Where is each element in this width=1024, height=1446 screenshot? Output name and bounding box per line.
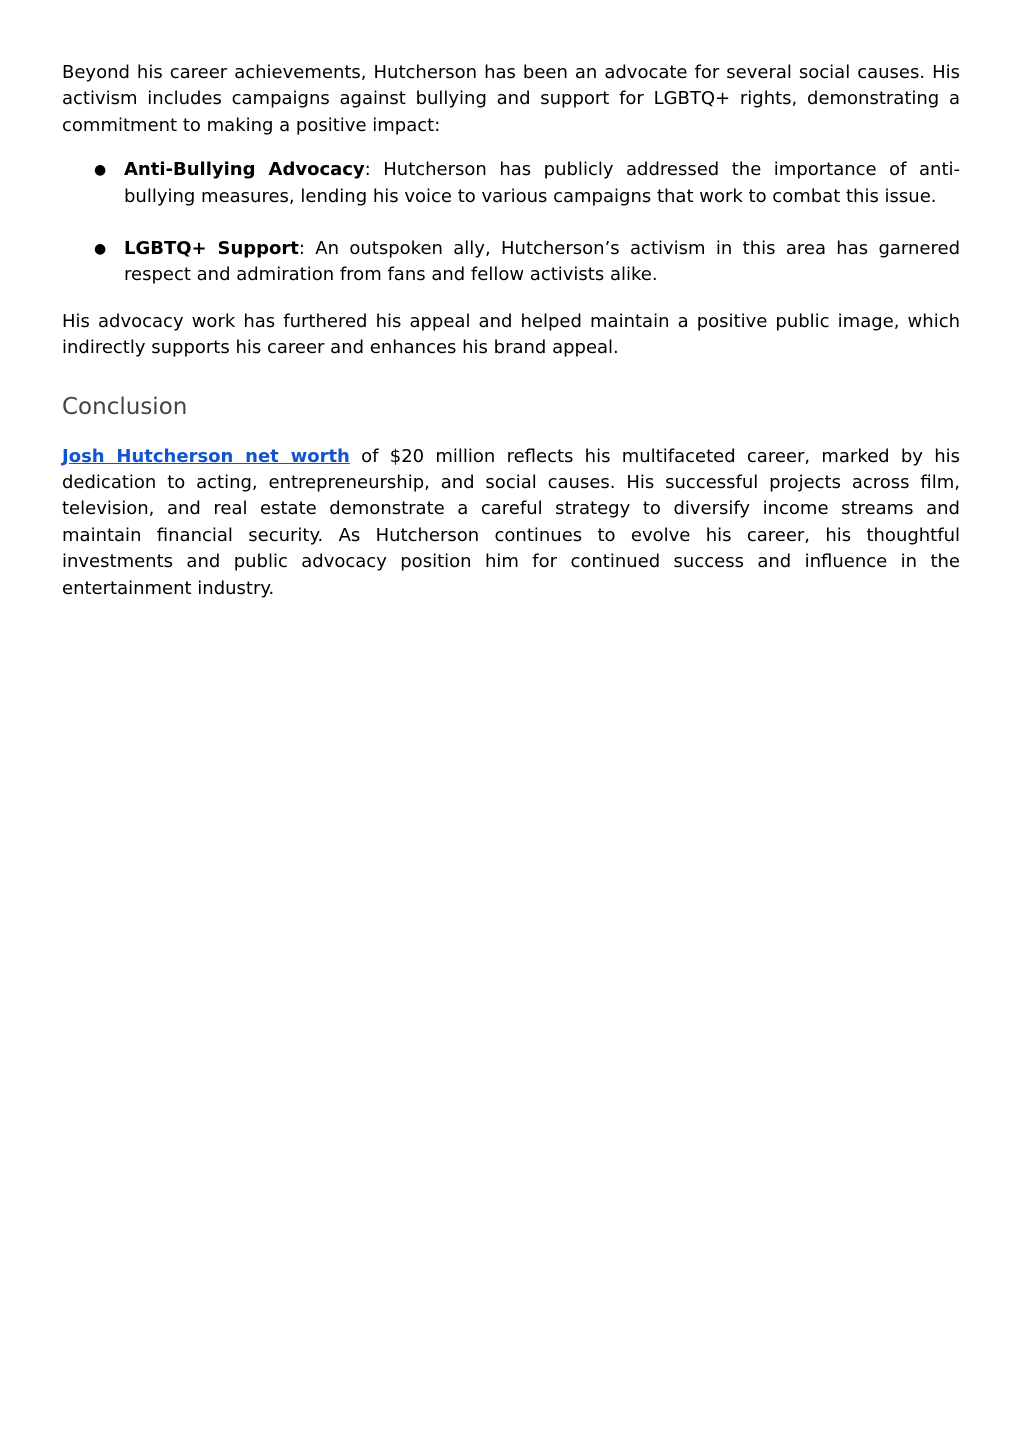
list-item-anti-bullying [62,157,960,210]
list-item-lgbtq-support [62,236,960,289]
document-page [62,60,960,602]
intro-paragraph: Beyond his career achievements, Hutcherson has been an advocate for several social causes. His activism includes campaigns against bullying and support for LGBTQ+ rights, demonstrating a commitment to making a positive impact: [62,62,960,136]
advocacy-paragraph: His advocacy work has furthered his appeal and helped maintain a positive public image, which indirectly supports his career and enhances his brand appeal. [62,310,960,359]
list-item-term: Anti-Bullying Advocacy [124,159,365,181]
conclusion-paragraph [62,444,960,602]
net-worth-link[interactable]: Josh Hutcherson net worth [62,445,350,467]
list-item-text: : Hutcherson has publicly addressed the importance of anti-bullying measures, lending his voice to various campaigns that work to combat this issue. [124,159,961,207]
bullet-icon: ● [94,241,107,258]
list-item-term: LGBTQ+ Support [124,238,299,260]
conclusion-text: of $20 million reflects his multifaceted career, marked by his dedication to acting, entrepreneurship, and social causes. His successful projects across film, television, and real estate demonstrate a careful strategy to diversify income streams and maintain financial security. As Hutcherson continues to evolve his career, his thoughtful investments and public advocacy position him for continued success and influence in the entertainment industry. [62,445,960,599]
bullet-icon: ● [94,162,107,179]
list-item-text: : An outspoken ally, Hutcherson’s activism in this area has garnered respect and admiration from fans and fellow activists alike. [124,238,960,286]
conclusion-heading: Conclusion [62,393,188,420]
activism-list [62,157,960,289]
